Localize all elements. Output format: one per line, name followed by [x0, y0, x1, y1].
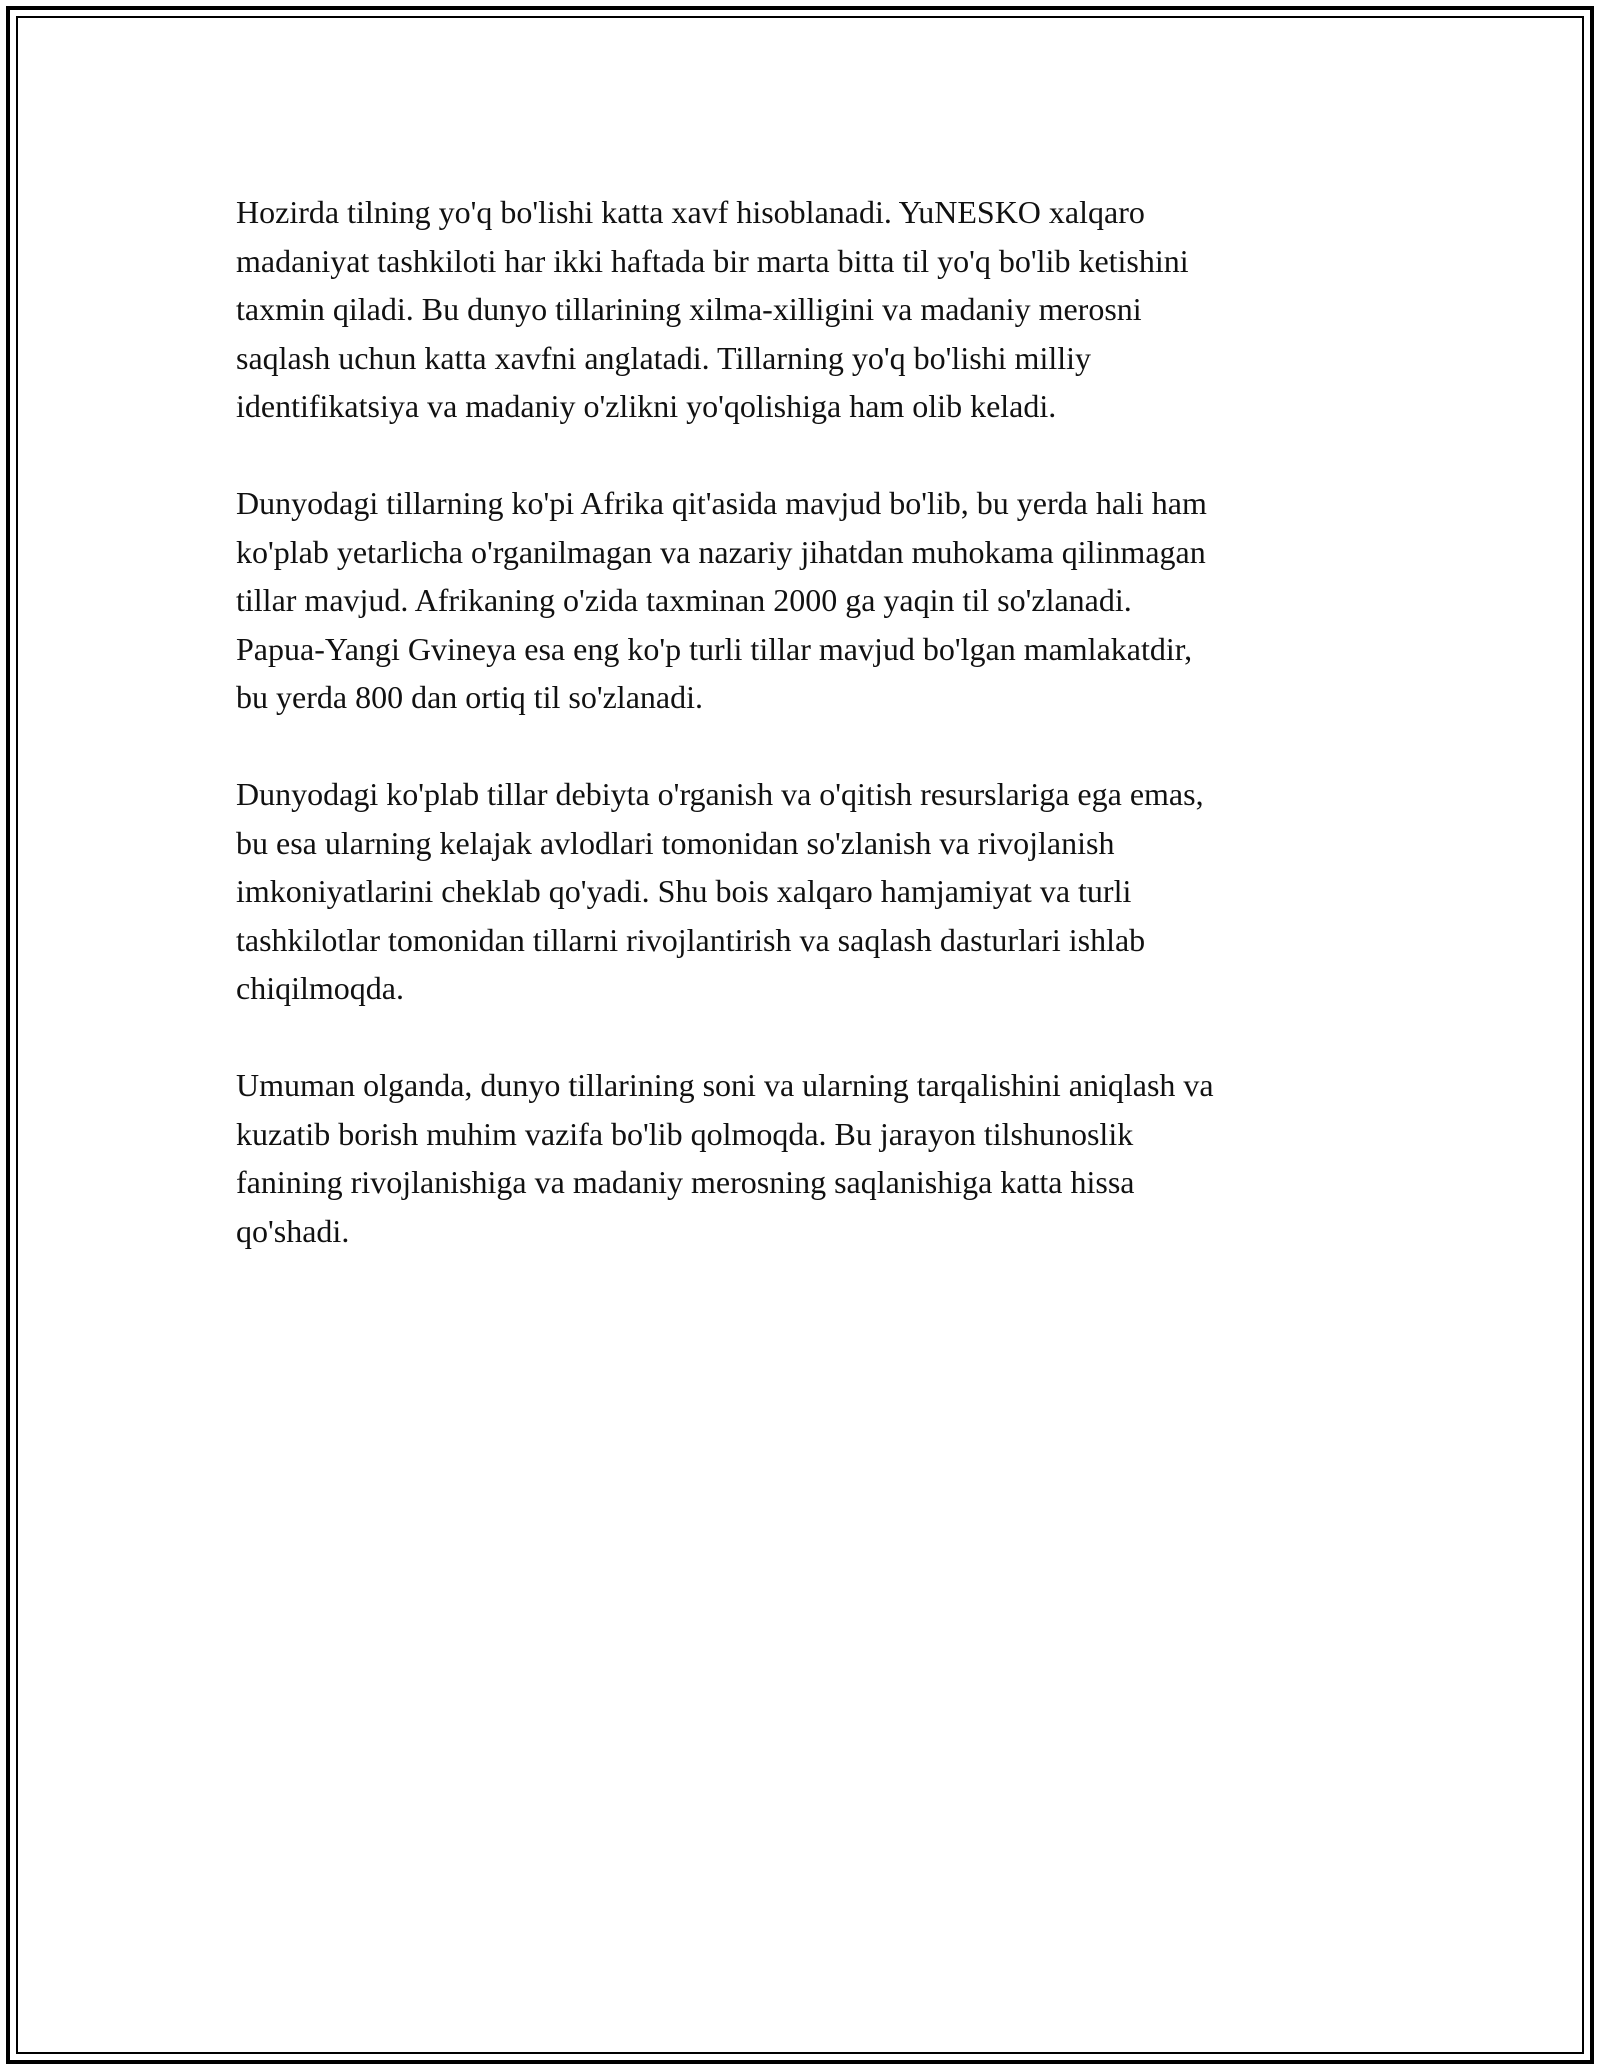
- paragraph-line: Umuman olganda, dunyo tillarining soni va ularning tarqalishini aniqlash va: [236, 1067, 1214, 1103]
- paragraph-2: [236, 479, 1366, 722]
- paragraph-line: madaniyat tashkiloti har ikki haftada bir marta bitta til yo'q bo'lib ketishini: [236, 242, 1189, 279]
- paragraph-line: bu yerda 800 dan ortiq til so'zlanadi.: [236, 679, 703, 715]
- paragraph-line: Dunyodagi ko'plab tillar debiyta o'rganish va o'qitish resurslariga ega emas,: [236, 776, 1204, 812]
- paragraph-line: kuzatib borish muhim vazifa bo'lib qolmoqda. Bu jarayon tilshunoslik: [236, 1115, 1134, 1152]
- paragraph-line: ko'plab yetarlicha o'rganilmagan va nazariy jihatdan muhokama qilinmagan: [236, 533, 1206, 570]
- paragraph-4: [236, 1061, 1366, 1255]
- paragraph-line: Hozirda tilning yo'q bo'lishi katta xavf hisoblanadi. YuNESKO xalqaro: [236, 194, 1145, 230]
- document-body: [236, 188, 1366, 1304]
- paragraph-line: fanining rivojlanishiga va madaniy merosning saqlanishiga katta hissa: [236, 1164, 1135, 1200]
- paragraph-line: qo'shadi.: [236, 1212, 350, 1249]
- paragraph-line: saqlash uchun katta xavfni anglatadi. Tillarning yo'q bo'lishi milliy: [236, 339, 1091, 376]
- paragraph-line: bu esa ularning kelajak avlodlari tomonidan so'zlanish va rivojlanish: [236, 824, 1115, 861]
- paragraph-3: [236, 770, 1366, 1013]
- paragraph-line: identifikatsiya va madaniy o'zlikni yo'qolishiga ham olib keladi.: [236, 388, 1057, 424]
- paragraph-1: [236, 188, 1366, 431]
- paragraph-line: taxmin qiladi. Bu dunyo tillarining xilma-xilligini va madaniy merosni: [236, 291, 1142, 327]
- paragraph-line: Dunyodagi tillarning ko'pi Afrika qit'asida mavjud bo'lib, bu yerda hali ham: [236, 485, 1207, 521]
- paragraph-line: Papua-Yangi Gvineya esa eng ko'p turli tillar mavjud bo'lgan mamlakatdir,: [236, 630, 1193, 667]
- paragraph-line: tillar mavjud. Afrikaning o'zida taxminan 2000 ga yaqin til so'zlanadi.: [236, 582, 1132, 618]
- paragraph-line: tashkilotlar tomonidan tillarni rivojlantirish va saqlash dasturlari ishlab: [236, 921, 1146, 958]
- paragraph-line: imkoniyatlarini cheklab qo'yadi. Shu bois xalqaro hamjamiyat va turli: [236, 873, 1132, 909]
- paragraph-line: chiqilmoqda.: [236, 970, 404, 1006]
